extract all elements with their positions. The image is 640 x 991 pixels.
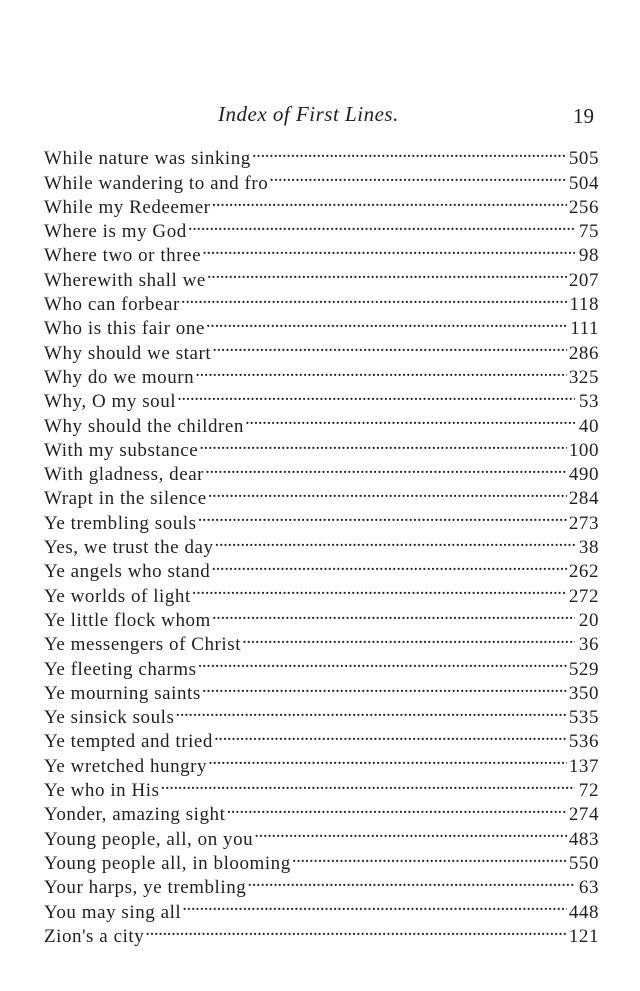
entry-first-line: Young people all, in blooming — [44, 852, 291, 874]
dot-leader — [161, 772, 575, 796]
dot-leader — [177, 383, 575, 407]
entry-first-line: Why do we mourn — [44, 366, 195, 388]
entry-page-number: 63 — [578, 877, 599, 899]
entry-first-line: Ye little flock whom — [44, 609, 211, 631]
entry-page-number: 286 — [568, 342, 599, 364]
entry-first-line: Why, O my soul — [44, 391, 177, 413]
dot-leader — [247, 869, 575, 893]
entry-page-number: 536 — [568, 731, 599, 753]
entry-page-number: 550 — [568, 852, 599, 874]
dot-leader — [292, 845, 567, 869]
dot-leader — [212, 602, 575, 626]
entry-first-line: Wrapt in the silence — [44, 488, 207, 510]
entry-first-line: Yes, we trust the day — [44, 537, 214, 559]
dot-leader — [252, 140, 567, 164]
dot-leader — [242, 626, 575, 650]
entry-page-number: 256 — [568, 196, 599, 218]
dot-leader — [211, 553, 567, 577]
dot-leader — [199, 432, 567, 456]
entry-page-number: 325 — [568, 366, 599, 388]
entry-page-number: 483 — [568, 828, 599, 850]
entry-first-line: Zion's a city — [44, 925, 145, 947]
page-header — [0, 102, 640, 132]
entry-first-line: Ye fleeting charms — [44, 658, 197, 680]
entry-page-number: 262 — [568, 561, 599, 583]
entry-page-number: 529 — [568, 658, 599, 680]
entry-page-number: 40 — [578, 415, 599, 437]
dot-leader — [208, 747, 567, 771]
dot-leader — [226, 796, 566, 820]
entry-page-number: 207 — [568, 269, 599, 291]
entry-first-line: While nature was sinking — [44, 148, 251, 170]
entry-page-number: 448 — [568, 901, 599, 923]
entry-first-line: Your harps, ye trembling — [44, 877, 247, 899]
dot-leader — [215, 529, 575, 553]
dot-leader — [145, 918, 567, 942]
dot-leader — [202, 675, 567, 699]
entry-page-number: 38 — [578, 537, 599, 559]
dot-leader — [269, 164, 567, 188]
index-entry — [44, 140, 599, 170]
dot-leader — [214, 723, 567, 747]
entry-first-line: Where is my God — [44, 221, 187, 243]
dot-leader — [205, 456, 567, 480]
entry-first-line: Who can forbear — [44, 294, 180, 316]
dot-leader — [195, 359, 567, 383]
entry-first-line: Where two or three — [44, 245, 202, 267]
entry-page-number: 350 — [568, 682, 599, 704]
entry-first-line: Wherewith shall we — [44, 269, 206, 291]
entry-first-line: Ye wretched hungry — [44, 755, 208, 777]
dot-leader — [208, 480, 567, 504]
dot-leader — [206, 310, 568, 334]
entry-first-line: With my substance — [44, 439, 199, 461]
entry-page-number: 505 — [568, 148, 599, 170]
entry-page-number: 273 — [568, 512, 599, 534]
entry-page-number: 75 — [578, 221, 599, 243]
dot-leader — [245, 407, 575, 431]
entry-page-number: 36 — [578, 634, 599, 656]
entry-first-line: With gladness, dear — [44, 464, 205, 486]
entry-first-line: Ye who in His — [44, 780, 160, 802]
entry-first-line: While my Redeemer — [44, 196, 211, 218]
entry-first-line: Ye messengers of Christ — [44, 634, 242, 656]
entry-page-number: 137 — [568, 755, 599, 777]
entry-first-line: Young people, all, on you — [44, 828, 254, 850]
entry-page-number: 284 — [568, 488, 599, 510]
entry-page-number: 121 — [568, 925, 599, 947]
entry-first-line: Ye tempted and tried — [44, 731, 213, 753]
entry-first-line: Ye worlds of light — [44, 585, 191, 607]
entry-first-line: Ye mourning saints — [44, 682, 201, 704]
entry-first-line: While wandering to and fro — [44, 172, 269, 194]
dot-leader — [175, 699, 566, 723]
entry-page-number: 272 — [568, 585, 599, 607]
entry-first-line: Yonder, amazing sight — [44, 804, 226, 826]
dot-leader — [254, 820, 567, 844]
dot-leader — [188, 213, 575, 237]
dot-leader — [198, 504, 567, 528]
entry-page-number: 490 — [568, 464, 599, 486]
dot-leader — [181, 286, 568, 310]
first-lines-index-list — [44, 140, 599, 947]
running-title: Index of First Lines. — [218, 102, 399, 126]
entry-page-number: 98 — [578, 245, 599, 267]
dot-leader — [212, 189, 567, 213]
entry-first-line: Who is this fair one — [44, 318, 205, 340]
entry-first-line: Why should the children — [44, 415, 244, 437]
entry-first-line: Ye sinsick souls — [44, 707, 175, 729]
entry-page-number: 274 — [568, 804, 599, 826]
entry-page-number: 118 — [569, 294, 599, 316]
entry-page-number: 72 — [578, 780, 599, 802]
entry-page-number: 20 — [578, 609, 599, 631]
entry-page-number: 53 — [578, 391, 599, 413]
dot-leader — [198, 650, 567, 674]
dot-leader — [182, 893, 567, 917]
dot-leader — [192, 577, 567, 601]
dot-leader — [212, 334, 567, 358]
entry-page-number: 504 — [568, 172, 599, 194]
entry-page-number: 535 — [568, 707, 599, 729]
page-number: 19 — [573, 104, 594, 128]
entry-first-line: Why should we start — [44, 342, 212, 364]
entry-page-number: 100 — [568, 439, 599, 461]
dot-leader — [207, 261, 567, 285]
dot-leader — [202, 237, 575, 261]
entry-page-number: 111 — [570, 318, 599, 340]
entry-first-line: You may sing all — [44, 901, 182, 923]
entry-first-line: Ye angels who stand — [44, 561, 211, 583]
entry-first-line: Ye trembling souls — [44, 512, 197, 534]
